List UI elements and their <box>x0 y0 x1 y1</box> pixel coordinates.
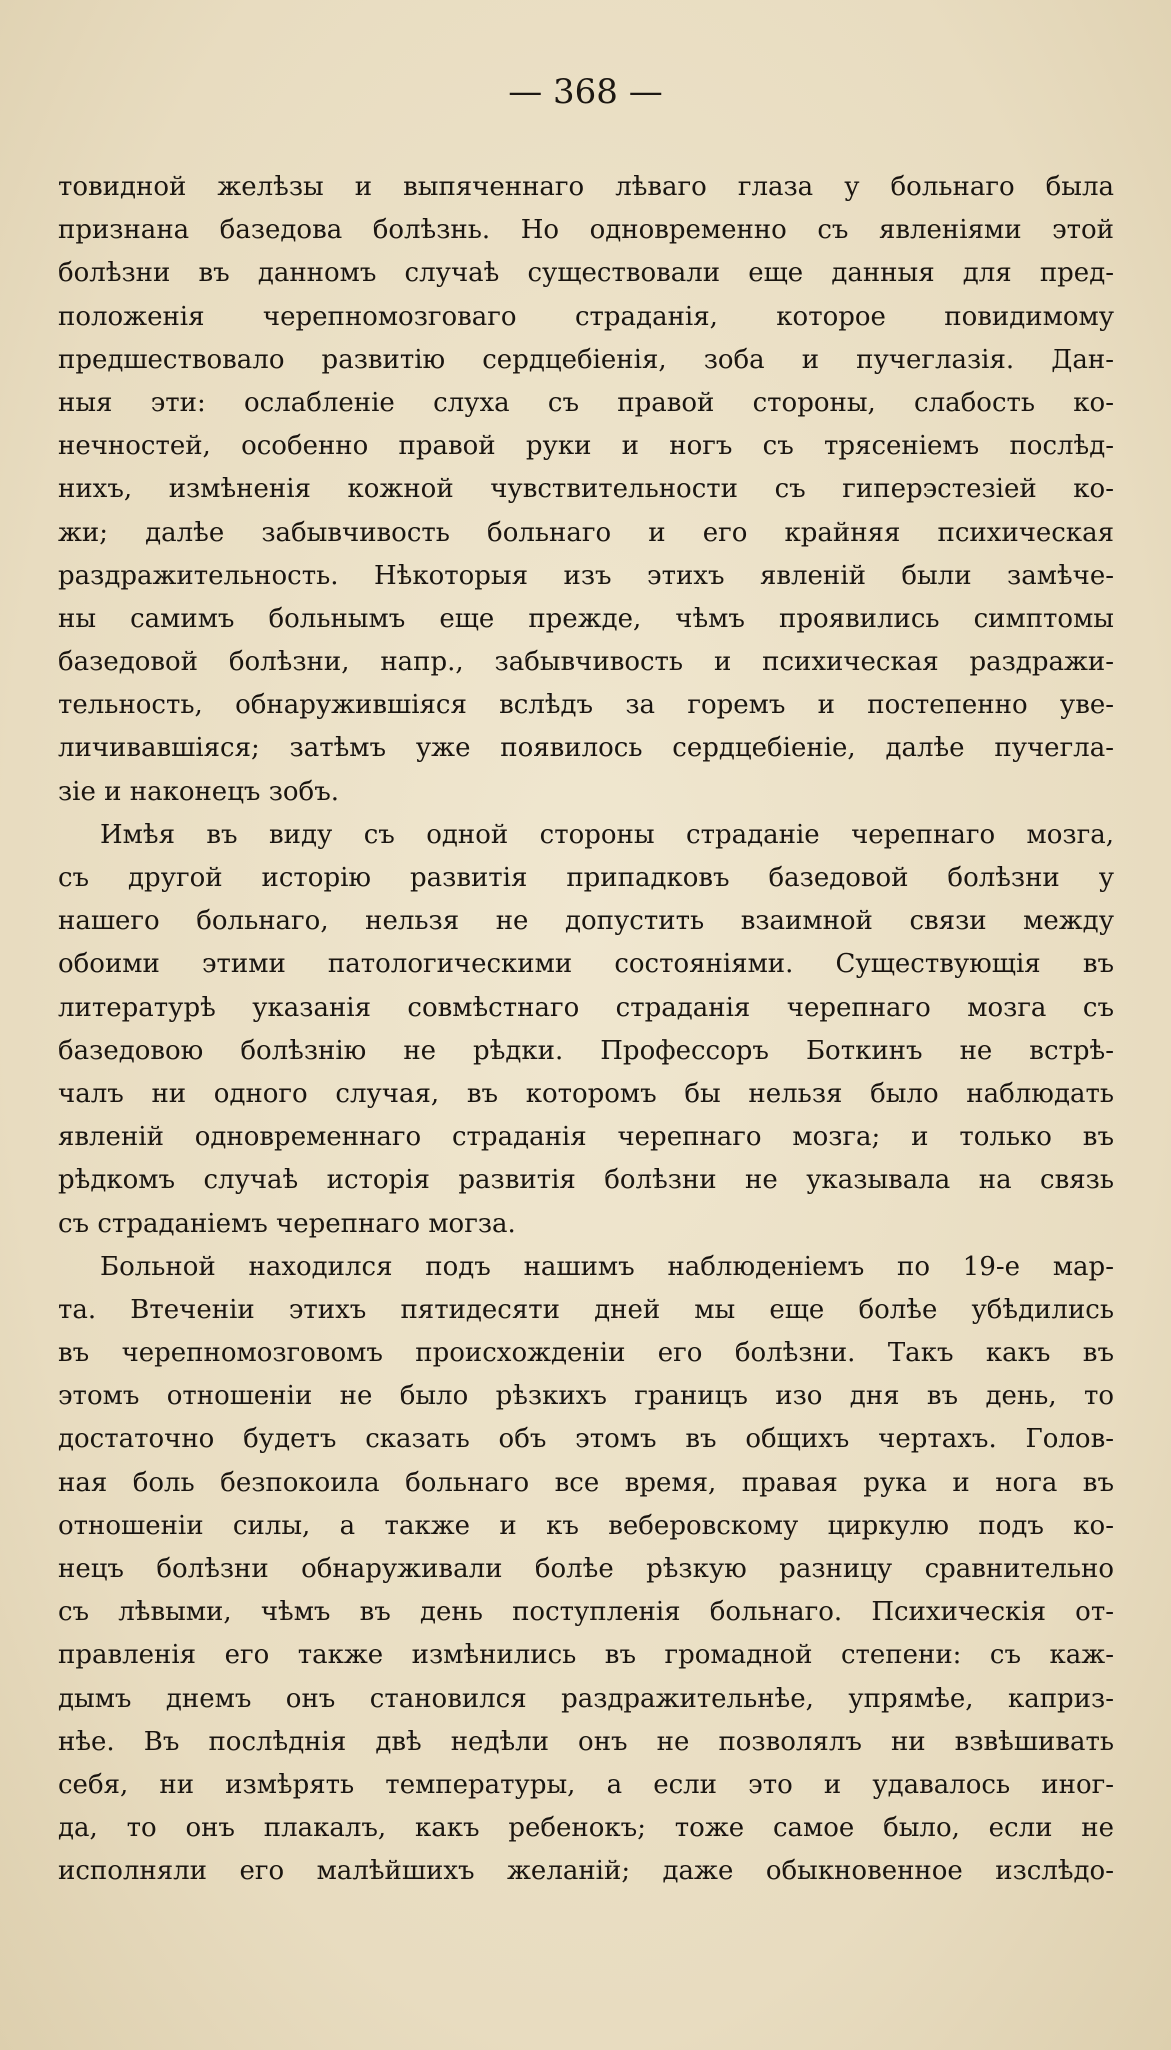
text-line: базедовою болѣзнію не рѣдки. Профессоръ Боткинъ не встрѣ- <box>58 1035 1114 1066</box>
text-line: нецъ болѣзни обнаруживали болѣе рѣзкую разницу сравнительно <box>58 1554 1114 1584</box>
text-line: признана базедова болѣзнь. Но одновременно съ явленіями этой <box>58 215 1114 246</box>
text-line: та. Втеченіи этихъ пятидесяти дней мы еще болѣе убѣдились <box>58 1294 1114 1325</box>
text-line: нихъ, измѣненія кожной чувствительности съ гиперэстезіей ко- <box>58 474 1114 505</box>
body-text <box>58 166 1114 1894</box>
paragraph-2 <box>58 814 1114 1246</box>
text-line: болѣзни въ данномъ случаѣ существовали еще данныя для пред- <box>58 258 1114 289</box>
text-line: себя, ни измѣрять температуры, а если это и удавалось иног- <box>58 1769 1114 1800</box>
text-line: исполняли его малѣйшихъ желаній; даже обыкновенное изслѣдо- <box>58 1856 1114 1887</box>
text-line: рѣдкомъ случаѣ исторія развитія болѣзни не указывала на связь <box>58 1165 1114 1196</box>
text-line: положенія черепномозговаго страданія, которое повидимому <box>58 301 1114 332</box>
text-line: нечностей, особенно правой руки и ногъ съ трясеніемъ послѣд- <box>58 431 1114 462</box>
paragraph-1 <box>58 166 1114 814</box>
text-line: товидной желѣзы и выпяченнаго лѣваго глаза у больнаго была <box>58 172 1114 202</box>
text-line: зіе и наконецъ зобъ. <box>58 776 340 807</box>
text-line: базедовой болѣзни, напр., забывчивость и психическая раздражи- <box>58 647 1114 678</box>
text-line: нашего больнаго, нельзя не допустить взаимной связи между <box>58 906 1114 937</box>
text-line: достаточно будетъ сказать объ этомъ въ общихъ чертахъ. Голов- <box>58 1424 1114 1455</box>
text-line: ны самимъ больнымъ еще прежде, чѣмъ проявились симптомы <box>58 603 1114 634</box>
text-line: правленія его также измѣнились въ громадной степени: съ каж- <box>58 1640 1114 1671</box>
text-line: предшествовало развитію сердцебіенія, зоба и пучеглазія. Дан- <box>58 344 1114 375</box>
text-line: да, то онъ плакалъ, какъ ребенокъ; тоже самое было, если не <box>58 1813 1114 1844</box>
text-line: личивавшіяся; затѣмъ уже появилось сердцебіеніе, далѣе пучегла- <box>58 733 1114 764</box>
text-line: обоими этими патологическими состояніями. Существующія въ <box>58 949 1114 980</box>
text-line: въ черепномозговомъ происхожденіи его болѣзни. Такъ какъ въ <box>58 1338 1114 1369</box>
text-line: чалъ ни одного случая, въ которомъ бы нельзя было наблюдать <box>58 1078 1114 1109</box>
text-line: ныя эти: ослабленіе слуха съ правой стороны, слабость ко- <box>58 387 1114 418</box>
text-line: литературѣ указанія совмѣстнаго страданія черепнаго мозга съ <box>58 992 1114 1023</box>
text-line: Имѣя въ виду съ одной стороны страданіе черепнаго мозга, <box>100 819 1114 850</box>
text-line: съ страданіемъ черепнаго могза. <box>58 1208 516 1239</box>
text-line: жи; далѣе забывчивость больнаго и его крайняя психическая <box>58 517 1114 548</box>
text-line: ная боль безпокоила больнаго все время, правая рука и нога въ <box>58 1467 1114 1498</box>
text-line: дымъ днемъ онъ становился раздражительнѣе, упрямѣе, каприз- <box>58 1683 1114 1714</box>
text-line: Больной находился подъ нашимъ наблюденіемъ по 19-е мар- <box>100 1251 1114 1282</box>
page-number: — 368 — <box>508 72 663 112</box>
text-line: съ лѣвыми, чѣмъ въ день поступленія больнаго. Психическія от- <box>58 1597 1114 1628</box>
text-line: раздражительность. Нѣкоторыя изъ этихъ явленій были замѣче- <box>58 560 1114 591</box>
text-line: отношеніи силы, а также и къ веберовскому циркулю подъ ко- <box>58 1510 1114 1541</box>
paragraph-3 <box>58 1246 1114 1894</box>
text-line: съ другой исторію развитія припадковъ базедовой болѣзни у <box>58 863 1114 893</box>
text-line: нѣе. Въ послѣднія двѣ недѣли онъ не позволялъ ни взвѣшивать <box>58 1726 1114 1757</box>
text-line: явленій одновременнаго страданія черепнаго мозга; и только въ <box>58 1122 1114 1153</box>
text-line: тельность, обнаружившіяся вслѣдъ за горемъ и постепенно уве- <box>58 690 1114 721</box>
text-line: этомъ отношеніи не было рѣзкихъ границъ изо дня въ день, то <box>58 1381 1114 1412</box>
